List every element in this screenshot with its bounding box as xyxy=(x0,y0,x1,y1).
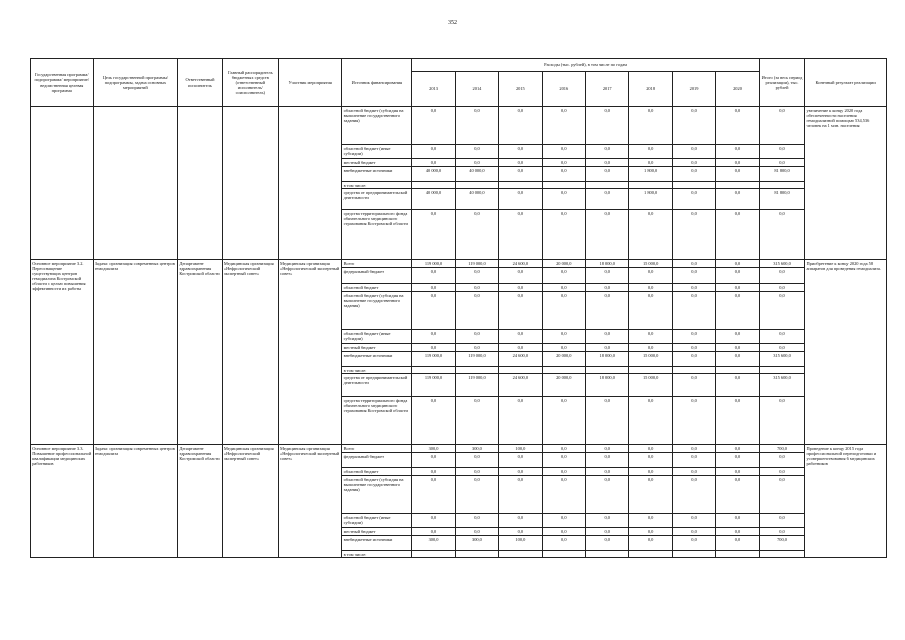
cell-value: 0,0 xyxy=(672,284,715,292)
cell-value: 0,0 xyxy=(499,107,542,145)
cell-value: 0,0 xyxy=(586,453,629,468)
cell-value: 0,0 xyxy=(672,210,715,260)
cell-value: 0,0 xyxy=(672,330,715,344)
cell-value: 0,0 xyxy=(672,107,715,145)
cell-value: 0,0 xyxy=(542,189,585,210)
cell-value: 40 000,0 xyxy=(412,189,455,210)
cell-total: 315 600,0 xyxy=(759,352,805,367)
cell-total: 0,0 xyxy=(759,330,805,344)
cell-total: 0,0 xyxy=(759,145,805,159)
cell-value: 0,0 xyxy=(586,536,629,551)
cell-source: средства территориального фонда обязательного медицинского страхования Костромской области xyxy=(342,210,412,260)
cell-manager: Медицинская организация «Нефрологический экспертный совет» xyxy=(222,260,278,445)
cell-value: 0,0 xyxy=(586,268,629,284)
cell-value: 20 000,0 xyxy=(542,374,585,397)
cell-value: 0,0 xyxy=(672,528,715,536)
cell-value: 0,0 xyxy=(716,374,759,397)
cell-manager xyxy=(222,107,278,260)
cell-value: 0,0 xyxy=(455,330,498,344)
cell-value: 0,0 xyxy=(716,453,759,468)
cell-value xyxy=(586,367,629,374)
cell-value: 0,0 xyxy=(716,159,759,167)
cell-value: 0,0 xyxy=(499,344,542,352)
cell-value: 18 000,0 xyxy=(586,374,629,397)
cell-source: средства от предпринимательской деятельности xyxy=(342,374,412,397)
cell-source: областной бюджет (иные субсидии) xyxy=(342,514,412,528)
header-year: 2013 xyxy=(412,72,455,107)
cell-value xyxy=(499,551,542,558)
cell-result: увеличение к концу 2020 года обеспеченности населения гемодиализной помощью 534,536 человек на 1 млн. населения xyxy=(805,107,887,260)
cell-value xyxy=(412,367,455,374)
cell-source: местный бюджет xyxy=(342,159,412,167)
cell-value: 0,0 xyxy=(412,476,455,514)
header-source: Источник финансирования xyxy=(342,59,412,107)
cell-value: 0,0 xyxy=(629,528,672,536)
cell-value: 0,0 xyxy=(586,189,629,210)
cell-value: 15 000,0 xyxy=(629,260,672,268)
cell-value: 0,0 xyxy=(586,292,629,330)
cell-value xyxy=(412,551,455,558)
cell-value: 119 000,0 xyxy=(455,260,498,268)
cell-value: 0,0 xyxy=(672,292,715,330)
cell-value: 0,0 xyxy=(716,536,759,551)
cell-value: 0,0 xyxy=(716,514,759,528)
cell-value: 40 000,0 xyxy=(412,167,455,182)
cell-value: 0,0 xyxy=(629,284,672,292)
cell-value: 0,0 xyxy=(586,145,629,159)
cell-value: 300,0 xyxy=(412,536,455,551)
cell-value: 24 600,0 xyxy=(499,374,542,397)
cell-total: 0,0 xyxy=(759,292,805,330)
cell-source: областной бюджет (субсидия на выполнение государственного задания) xyxy=(342,476,412,514)
cell-value: 0,0 xyxy=(716,268,759,284)
header-responsible: Ответственный исполнитель xyxy=(178,59,222,107)
cell-value: 0,0 xyxy=(629,476,672,514)
cell-value: 0,0 xyxy=(716,344,759,352)
cell-value: 0,0 xyxy=(499,268,542,284)
cell-source: областной бюджет xyxy=(342,284,412,292)
cell-value: 0,0 xyxy=(716,189,759,210)
cell-value: 0,0 xyxy=(499,528,542,536)
cell-value: 0,0 xyxy=(586,167,629,182)
cell-value: 0,0 xyxy=(542,268,585,284)
cell-source: в том числе: xyxy=(342,551,412,558)
cell-value: 0,0 xyxy=(629,145,672,159)
cell-value xyxy=(586,182,629,189)
cell-value xyxy=(499,182,542,189)
cell-source: в том числе: xyxy=(342,367,412,374)
cell-value: 0,0 xyxy=(455,107,498,145)
cell-value: 0,0 xyxy=(716,107,759,145)
cell-value: 0,0 xyxy=(412,514,455,528)
cell-value: 0,0 xyxy=(716,528,759,536)
cell-value: 0,0 xyxy=(542,330,585,344)
cell-value: 0,0 xyxy=(412,344,455,352)
header-year: 2014 xyxy=(455,72,498,107)
cell-value: 0,0 xyxy=(672,397,715,445)
cell-participant: Медицинская организация «Нефрологический экспертный совет» xyxy=(278,445,342,558)
cell-value: 0,0 xyxy=(716,210,759,260)
cell-value: 0,0 xyxy=(499,292,542,330)
cell-value: 0,0 xyxy=(499,145,542,159)
cell-value: 0,0 xyxy=(672,468,715,476)
cell-value: 0,0 xyxy=(586,468,629,476)
cell-value: 0,0 xyxy=(716,352,759,367)
cell-total: 0,0 xyxy=(759,476,805,514)
cell-value: 18 000,0 xyxy=(586,260,629,268)
table-row xyxy=(31,107,887,145)
cell-total xyxy=(759,551,805,558)
cell-value: 0,0 xyxy=(672,167,715,182)
header-manager: Главный распорядитель бюджетных средств (ответственный исполнитель/ соисполнитель) xyxy=(222,59,278,107)
cell-value: 0,0 xyxy=(716,145,759,159)
cell-total: 81 800,0 xyxy=(759,167,805,182)
cell-value: 0,0 xyxy=(412,292,455,330)
cell-value: 0,0 xyxy=(499,397,542,445)
cell-value: 0,0 xyxy=(499,210,542,260)
cell-total: 0,0 xyxy=(759,344,805,352)
cell-source: областной бюджет (иные субсидии) xyxy=(342,330,412,344)
cell-value: 0,0 xyxy=(412,528,455,536)
cell-value: 0,0 xyxy=(672,344,715,352)
cell-value: 0,0 xyxy=(412,145,455,159)
cell-value xyxy=(629,182,672,189)
cell-value: 0,0 xyxy=(499,189,542,210)
cell-value: 0,0 xyxy=(455,397,498,445)
cell-participant: Медицинская организация «Нефрологический экспертный совет» xyxy=(278,260,342,445)
cell-value: 0,0 xyxy=(499,159,542,167)
cell-value xyxy=(672,367,715,374)
cell-value: 15 000,0 xyxy=(629,352,672,367)
cell-value: 0,0 xyxy=(629,536,672,551)
cell-source: Всего xyxy=(342,260,412,268)
cell-value: 0,0 xyxy=(716,330,759,344)
cell-value: 119 000,0 xyxy=(455,352,498,367)
cell-value: 0,0 xyxy=(629,292,672,330)
cell-source: внебюджетные источники xyxy=(342,167,412,182)
cell-value: 24 600,0 xyxy=(499,352,542,367)
cell-value: 20 000,0 xyxy=(542,260,585,268)
cell-value xyxy=(455,551,498,558)
cell-value: 0,0 xyxy=(412,268,455,284)
cell-value: 0,0 xyxy=(629,330,672,344)
header-total: Итого (за весь период реализации), тыс. рублей xyxy=(759,59,805,107)
cell-value: 119 000,0 xyxy=(412,352,455,367)
cell-value: 0,0 xyxy=(629,210,672,260)
cell-value: 24 600,0 xyxy=(499,260,542,268)
cell-value: 0,0 xyxy=(586,344,629,352)
cell-manager: Медицинская организация «Нефрологический экспертный совет» xyxy=(222,445,278,558)
cell-total xyxy=(759,367,805,374)
header-year: 2020 xyxy=(716,72,759,107)
cell-value xyxy=(716,551,759,558)
cell-value: 0,0 xyxy=(412,468,455,476)
cell-value: 0,0 xyxy=(455,159,498,167)
cell-total: 0,0 xyxy=(759,397,805,445)
page-number: 352 xyxy=(448,20,457,26)
cell-value: 0,0 xyxy=(455,468,498,476)
cell-value: 0,0 xyxy=(629,468,672,476)
cell-value: 0,0 xyxy=(629,107,672,145)
cell-value: 0,0 xyxy=(629,344,672,352)
cell-value: 0,0 xyxy=(672,514,715,528)
header-year: 2018 xyxy=(629,72,672,107)
cell-value xyxy=(629,367,672,374)
cell-total: 0,0 xyxy=(759,514,805,528)
cell-value: 119 000,0 xyxy=(412,374,455,397)
cell-value: 100,0 xyxy=(499,536,542,551)
cell-value: 0,0 xyxy=(542,528,585,536)
cell-value xyxy=(542,182,585,189)
cell-value: 0,0 xyxy=(542,445,585,453)
cell-goal: Задача: организация современных центров гемодиализа xyxy=(93,260,178,445)
cell-value xyxy=(412,182,455,189)
cell-value: 119 000,0 xyxy=(412,260,455,268)
cell-value: 0,0 xyxy=(672,536,715,551)
cell-source: Всего xyxy=(342,445,412,453)
cell-value: 0,0 xyxy=(716,397,759,445)
cell-source: средства от предпринимательской деятельности xyxy=(342,189,412,210)
cell-value: 0,0 xyxy=(586,107,629,145)
cell-value: 0,0 xyxy=(499,453,542,468)
cell-value: 0,0 xyxy=(586,330,629,344)
cell-total: 315 600,0 xyxy=(759,260,805,268)
cell-value: 0,0 xyxy=(542,468,585,476)
cell-value: 0,0 xyxy=(499,167,542,182)
cell-value: 0,0 xyxy=(672,476,715,514)
cell-value: 0,0 xyxy=(542,145,585,159)
cell-source: областной бюджет (субсидия на выполнение государственного задания) xyxy=(342,107,412,145)
table-row xyxy=(31,445,887,453)
header-year: 2017 xyxy=(586,72,629,107)
cell-total: 0,0 xyxy=(759,107,805,145)
cell-source: федеральный бюджет xyxy=(342,453,412,468)
cell-responsible: Департамент здравоохранения Костромской области xyxy=(178,260,222,445)
cell-responsible: Департамент здравоохранения Костромской области xyxy=(178,445,222,558)
cell-source: областной бюджет (субсидия на выполнение государственного задания) xyxy=(342,292,412,330)
cell-value: 0,0 xyxy=(629,445,672,453)
cell-value xyxy=(716,182,759,189)
cell-result: Приобретение к концу 2020 года 58 аппаратов для проведения гемодиализа. xyxy=(805,260,887,445)
cell-value: 40 000,0 xyxy=(455,167,498,182)
cell-value: 40 000,0 xyxy=(455,189,498,210)
cell-source: внебюджетные источники xyxy=(342,536,412,551)
cell-total: 0,0 xyxy=(759,159,805,167)
cell-value: 0,0 xyxy=(412,284,455,292)
header-participant: Участник мероприятия xyxy=(278,59,342,107)
cell-value: 1 800,0 xyxy=(629,167,672,182)
cell-value: 0,0 xyxy=(455,210,498,260)
cell-total: 81 800,0 xyxy=(759,189,805,210)
cell-value: 0,0 xyxy=(499,476,542,514)
cell-value xyxy=(672,551,715,558)
cell-value: 0,0 xyxy=(455,514,498,528)
cell-total: 0,0 xyxy=(759,528,805,536)
cell-value: 0,0 xyxy=(629,159,672,167)
cell-total: 0,0 xyxy=(759,468,805,476)
cell-value: 0,0 xyxy=(586,210,629,260)
cell-value: 0,0 xyxy=(542,476,585,514)
cell-value: 0,0 xyxy=(629,453,672,468)
cell-value: 0,0 xyxy=(672,374,715,397)
cell-source: областной бюджет (иные субсидии) xyxy=(342,145,412,159)
cell-source: местный бюджет xyxy=(342,344,412,352)
header-goal: Цель государственной программы/подпрограммы, задача основных мероприятий xyxy=(93,59,178,107)
cell-value: 0,0 xyxy=(716,468,759,476)
cell-value: 0,0 xyxy=(412,397,455,445)
cell-value: 0,0 xyxy=(499,284,542,292)
cell-value: 0,0 xyxy=(412,330,455,344)
cell-value: 0,0 xyxy=(455,292,498,330)
cell-total: 0,0 xyxy=(759,284,805,292)
cell-value: 0,0 xyxy=(716,292,759,330)
cell-value xyxy=(455,182,498,189)
cell-program: Основное мероприятие 3.2. Переоснащение существующих центров гемодиализа Костромской области с целью повышения эффективности их работы xyxy=(31,260,94,445)
cell-value: 1 800,0 xyxy=(629,189,672,210)
cell-value: 0,0 xyxy=(412,107,455,145)
cell-value: 0,0 xyxy=(455,284,498,292)
cell-value xyxy=(542,551,585,558)
cell-value: 0,0 xyxy=(542,292,585,330)
cell-value: 0,0 xyxy=(542,397,585,445)
cell-goal: Задача: организация современных центров гемодиализа xyxy=(93,445,178,558)
header-expenses: Расходы (тыс. рублей), в том числе по годам xyxy=(412,59,759,72)
cell-value: 119 000,0 xyxy=(455,374,498,397)
cell-value: 100,0 xyxy=(499,445,542,453)
cell-value: 0,0 xyxy=(716,284,759,292)
cell-source: в том числе: xyxy=(342,182,412,189)
cell-total xyxy=(759,182,805,189)
table-row xyxy=(31,260,887,268)
cell-value: 0,0 xyxy=(629,397,672,445)
cell-value: 0,0 xyxy=(672,189,715,210)
cell-value: 0,0 xyxy=(586,445,629,453)
cell-value: 0,0 xyxy=(586,397,629,445)
cell-value: 20 000,0 xyxy=(542,352,585,367)
cell-value: 0,0 xyxy=(716,167,759,182)
cell-value: 0,0 xyxy=(455,453,498,468)
cell-value xyxy=(542,367,585,374)
cell-value: 0,0 xyxy=(455,476,498,514)
cell-total: 315 600,0 xyxy=(759,374,805,397)
cell-value xyxy=(499,367,542,374)
cell-value: 0,0 xyxy=(672,352,715,367)
cell-value: 300,0 xyxy=(455,536,498,551)
cell-value: 0,0 xyxy=(629,514,672,528)
cell-value: 0,0 xyxy=(586,476,629,514)
cell-total: 0,0 xyxy=(759,210,805,260)
cell-source: средства территориального фонда обязательного медицинского страхования Костромской области xyxy=(342,397,412,445)
cell-value: 300,0 xyxy=(455,445,498,453)
cell-value: 0,0 xyxy=(542,167,585,182)
cell-source: внебюджетные источники xyxy=(342,352,412,367)
cell-total: 700,0 xyxy=(759,445,805,453)
cell-value: 0,0 xyxy=(499,330,542,344)
cell-total: 0,0 xyxy=(759,453,805,468)
cell-value: 0,0 xyxy=(542,453,585,468)
cell-value: 0,0 xyxy=(455,268,498,284)
cell-value: 0,0 xyxy=(455,145,498,159)
cell-value: 0,0 xyxy=(586,514,629,528)
cell-value: 0,0 xyxy=(672,260,715,268)
cell-value: 0,0 xyxy=(542,210,585,260)
cell-value: 0,0 xyxy=(499,514,542,528)
cell-total: 0,0 xyxy=(759,268,805,284)
cell-value: 0,0 xyxy=(542,536,585,551)
cell-value: 0,0 xyxy=(455,528,498,536)
cell-total: 700,0 xyxy=(759,536,805,551)
cell-value: 0,0 xyxy=(672,453,715,468)
cell-value: 0,0 xyxy=(542,514,585,528)
cell-value: 0,0 xyxy=(716,476,759,514)
header-result: Конечный результат реализации xyxy=(805,59,887,107)
cell-responsible xyxy=(178,107,222,260)
cell-value: 18 000,0 xyxy=(586,352,629,367)
cell-value: 0,0 xyxy=(716,445,759,453)
cell-program xyxy=(31,107,94,260)
cell-value: 0,0 xyxy=(672,445,715,453)
cell-value: 0,0 xyxy=(542,284,585,292)
cell-value: 0,0 xyxy=(499,468,542,476)
header-program: Государственная программа/подпрограмма/ мероприятие/ ведомственная целевая программа xyxy=(31,59,94,107)
cell-value xyxy=(586,551,629,558)
cell-participant xyxy=(278,107,342,260)
cell-result: Проведение к концу 2015 года профессиональной переподготовки и усовершенствования 6 медицинских работников xyxy=(805,445,887,558)
cell-value xyxy=(672,182,715,189)
header-year: 2015 xyxy=(499,72,542,107)
cell-source: местный бюджет xyxy=(342,528,412,536)
cell-value: 0,0 xyxy=(586,159,629,167)
cell-value: 0,0 xyxy=(716,260,759,268)
cell-value: 0,0 xyxy=(542,107,585,145)
cell-value: 0,0 xyxy=(586,528,629,536)
cell-value: 0,0 xyxy=(672,268,715,284)
table-body xyxy=(31,107,887,558)
cell-value: 0,0 xyxy=(672,145,715,159)
cell-value xyxy=(716,367,759,374)
cell-source: областной бюджет xyxy=(342,468,412,476)
cell-value: 0,0 xyxy=(586,284,629,292)
cell-value: 0,0 xyxy=(412,159,455,167)
header-year: 2016 xyxy=(542,72,585,107)
cell-value xyxy=(455,367,498,374)
header-year: 2019 xyxy=(672,72,715,107)
financing-table xyxy=(30,58,887,558)
cell-value: 0,0 xyxy=(412,210,455,260)
cell-value: 0,0 xyxy=(542,344,585,352)
cell-goal xyxy=(93,107,178,260)
cell-source: федеральный бюджет xyxy=(342,268,412,284)
cell-value: 0,0 xyxy=(542,159,585,167)
cell-value xyxy=(629,551,672,558)
cell-value: 0,0 xyxy=(672,159,715,167)
cell-program: Основное мероприятие 3.3. Повышение профессиональной квалификации медицинских работников xyxy=(31,445,94,558)
cell-value: 0,0 xyxy=(629,268,672,284)
cell-value: 0,0 xyxy=(455,344,498,352)
cell-value: 0,0 xyxy=(412,453,455,468)
cell-value: 15 000,0 xyxy=(629,374,672,397)
cell-value: 300,0 xyxy=(412,445,455,453)
